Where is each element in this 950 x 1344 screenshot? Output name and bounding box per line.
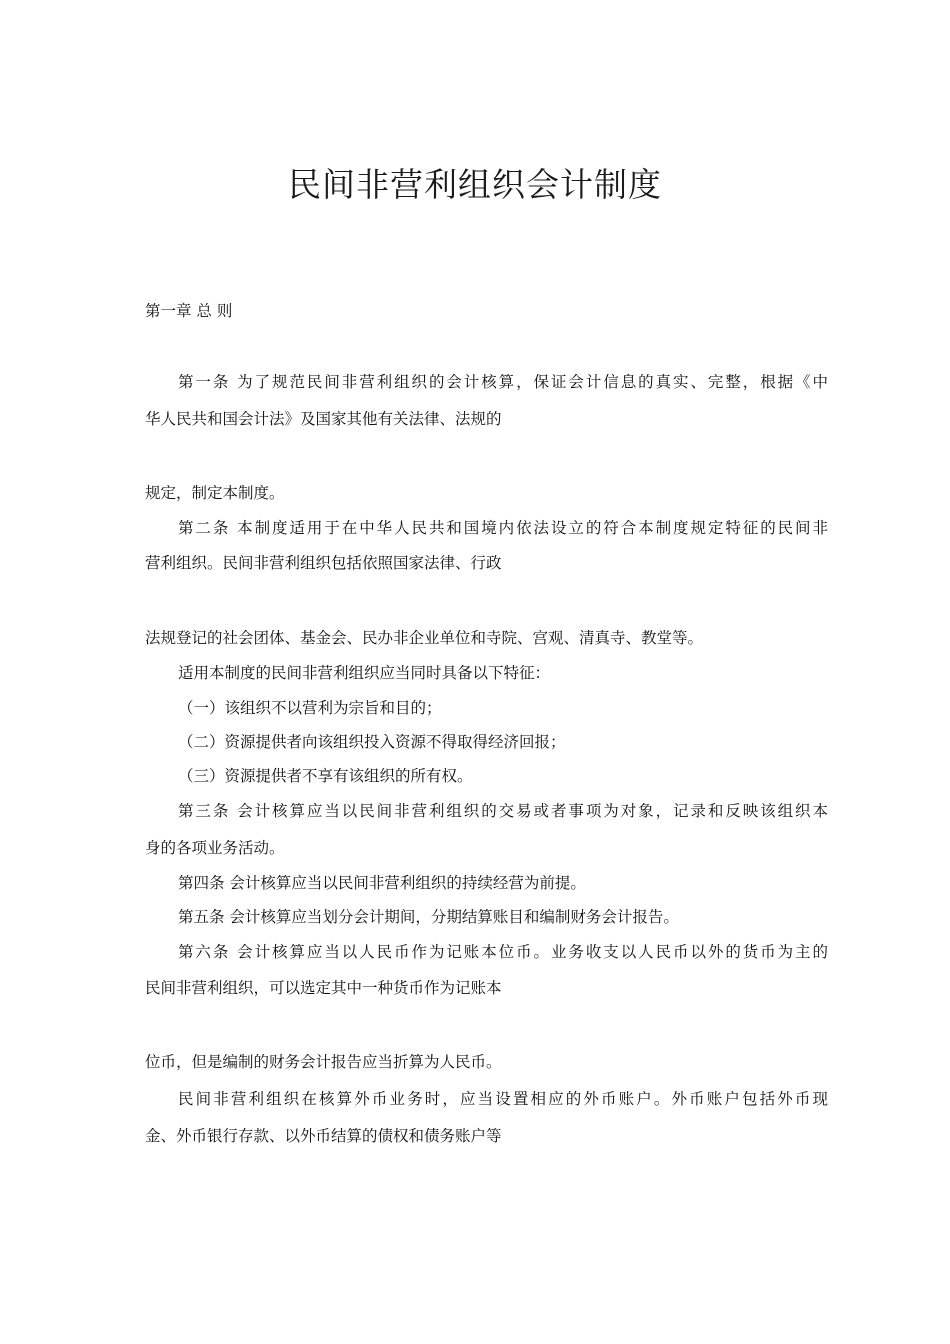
article-3-line-1: 第三条 会计核算应当以民间非营利组织的交易或者事项为对象，记录和反映该组织本 xyxy=(178,802,828,820)
article-1-line-3: 规定，制定本制度。 xyxy=(145,484,285,502)
article-6-line-1: 第六条 会计核算应当以人民币作为记账本位币。业务收支以人民币以外的货币为主的 xyxy=(178,943,828,961)
article-6-line-2: 民间非营利组织，可以选定其中一种货币作为记账本 xyxy=(145,979,502,997)
features-intro: 适用本制度的民间非营利组织应当同时具备以下特征： xyxy=(178,664,551,682)
feature-item-3: （三）资源提供者不享有该组织的所有权。 xyxy=(178,767,473,785)
feature-item-2: （二）资源提供者向该组织投入资源不得取得经济回报； xyxy=(178,733,566,751)
chapter-heading: 第一章 总 则 xyxy=(145,302,233,320)
article-4: 第四条 会计核算应当以民间非营利组织的持续经营为前提。 xyxy=(178,874,586,892)
article-1-line-2: 华人民共和国会计法》及国家其他有关法律、法规的 xyxy=(145,410,502,428)
document-title: 民间非营利组织会计制度 xyxy=(288,165,662,204)
foreign-currency-line-1: 民间非营利组织在核算外币业务时，应当设置相应的外币账户。外币账户包括外币现 xyxy=(178,1090,828,1108)
article-3-line-2: 身的各项业务活动。 xyxy=(145,839,285,857)
feature-item-1: （一）该组织不以营利为宗旨和目的； xyxy=(178,699,442,717)
article-5: 第五条 会计核算应当划分会计期间，分期结算账目和编制财务会计报告。 xyxy=(178,908,679,926)
article-2-line-1: 第二条 本制度适用于在中华人民共和国境内依法设立的符合本制度规定特征的民间非 xyxy=(178,519,828,537)
foreign-currency-line-2: 金、外币银行存款、以外币结算的债权和债务账户等 xyxy=(145,1127,502,1145)
article-2-line-2: 营利组织。民间非营利组织包括依照国家法律、行政 xyxy=(145,554,502,572)
article-1-line-1: 第一条 为了规范民间非营利组织的会计核算，保证会计信息的真实、完整，根据《中 xyxy=(178,373,828,391)
article-2-line-3: 法规登记的社会团体、基金会、民办非企业单位和寺院、宫观、清真寺、教堂等。 xyxy=(145,629,704,647)
article-6-line-3: 位币，但是编制的财务会计报告应当折算为人民币。 xyxy=(145,1053,502,1071)
